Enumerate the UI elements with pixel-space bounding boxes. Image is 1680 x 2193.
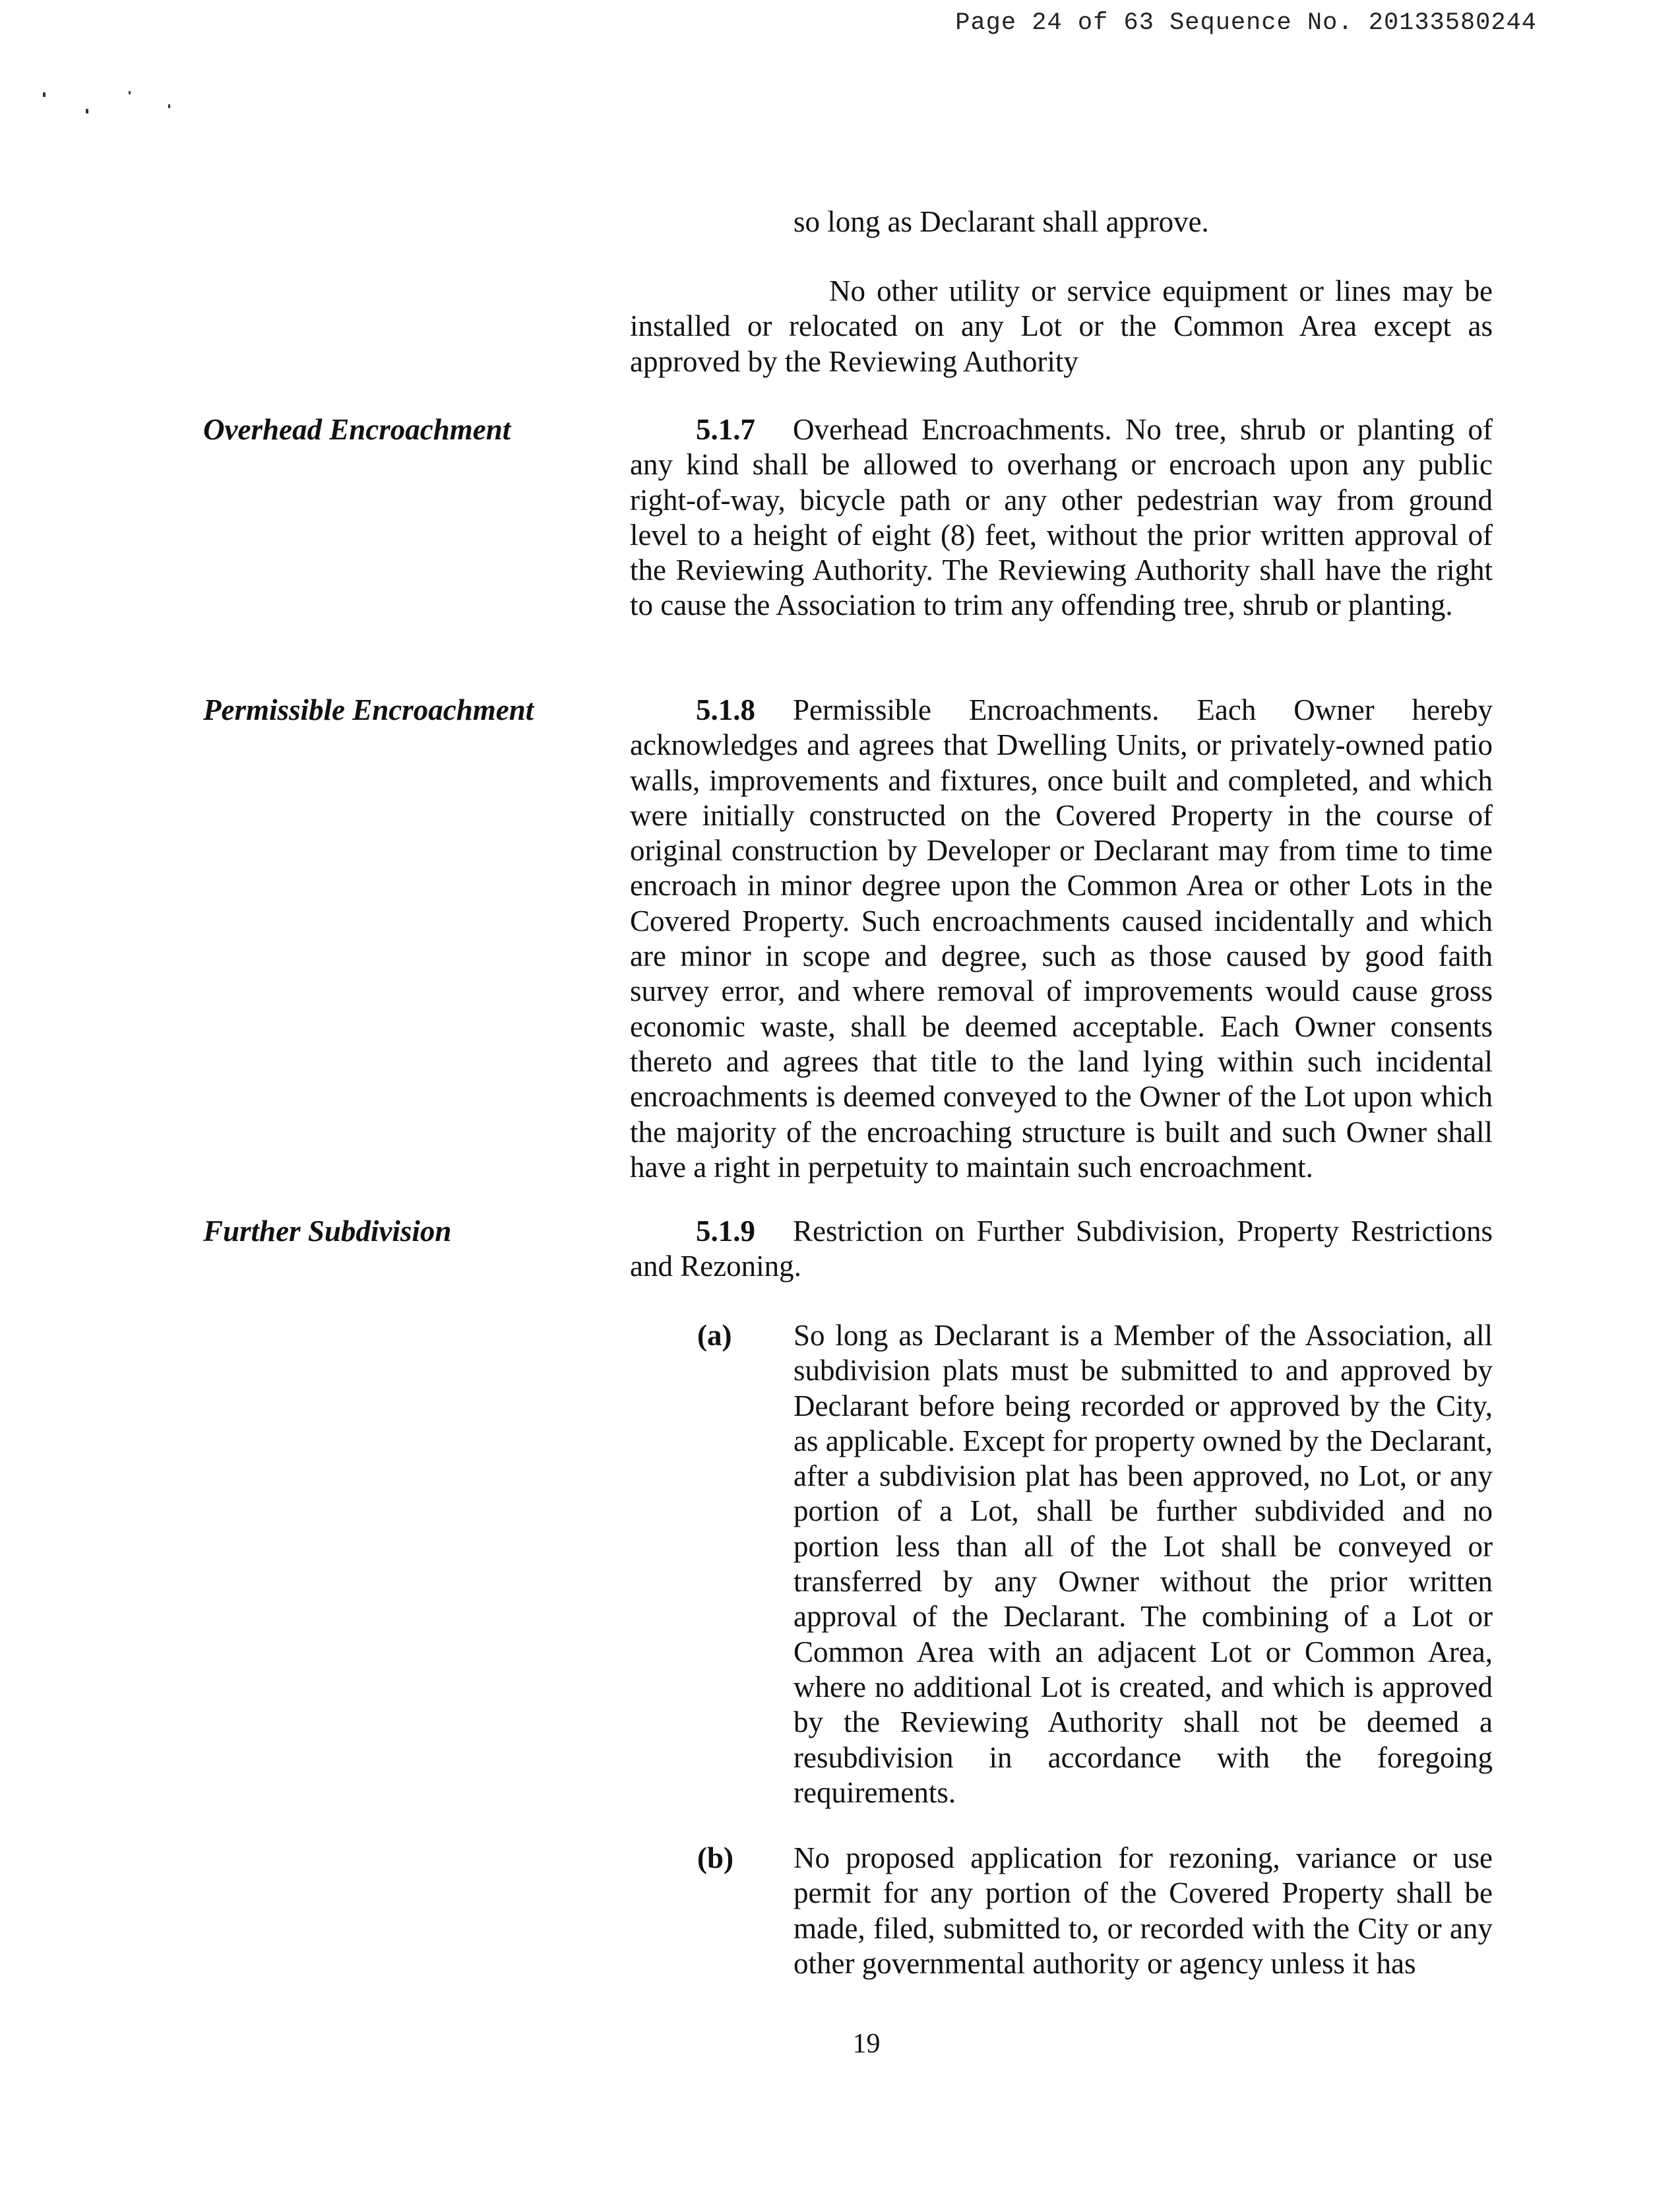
continuation-line: so long as Declarant shall approve. — [793, 205, 1209, 238]
section-5-1-8 — [630, 693, 1493, 1185]
section-number: 5.1.8 — [696, 693, 755, 726]
section-5-1-9 — [630, 1214, 1493, 1285]
utility-paragraph: No other utility or service equipment or lines may be installed or relocated on any Lot or the Common Area except as approved by the Reviewing Authority — [630, 274, 1493, 378]
section-text: Overhead Encroachments. No tree, shrub or planting of any kind shall be allowed to overhang or encroach upon any public right-of-way, bicycle path or any other pedestrian way from ground level to a height of eight (8) feet, without the prior written approval of the Reviewing Authority. The Reviewing Authority shall have the right to cause the Association to trim any offending tree, shrub or planting. — [630, 413, 1493, 622]
margin-heading-permissible: Permissible Encroachment — [203, 693, 534, 726]
subsection-a: So long as Declarant is a Member of the Association, all subdivision plats must be submitted to and approved by Declarant before being recorded or approved by the City, as applicable. Except for property owned by the Declarant, after a subdivision plat has been approved, no Lot, or any portion of a Lot, shall be further subdivided and no portion less than all of the Lot shall be conveyed or transferred by any Owner without the prior written approval of the Declarant. The combining of a Lot or Common Area with an adjacent Lot or Common Area, where no additional Lot is created, and which is approved by the Reviewing Authority shall not be deemed a resubdivision in accordance with the foregoing requirements. — [793, 1319, 1493, 1809]
margin-heading-overhead: Overhead Encroachment — [203, 413, 511, 446]
section-text: Restriction on Further Subdivision, Property Restrictions and Rezoning. — [630, 1215, 1493, 1283]
subsection-label-b: (b) — [697, 1841, 733, 1874]
page-number: 19 — [852, 2029, 881, 2059]
subsection-label-a: (a) — [697, 1319, 732, 1352]
scan-speck — [86, 109, 88, 113]
section-number: 5.1.9 — [696, 1215, 755, 1248]
scan-speck — [43, 92, 46, 97]
section-number: 5.1.7 — [696, 413, 755, 446]
margin-heading-further-subdivision: Further Subdivision — [203, 1215, 452, 1248]
subsection-b: No proposed application for rezoning, variance or use permit for any portion of the Covered Property shall be made, filed, submitted to, or recorded with the City or any other governmental authority or agency unless it has — [793, 1841, 1493, 1980]
section-text: Permissible Encroachments. Each Owner hereby acknowledges and agrees that Dwelling Units, or privately-owned patio walls, improvements and fixtures, once built and completed, and which were initially constructed on the Covered Property in the course of original construction by Developer or Declarant may from time to time encroach in minor degree upon the Common Area or other Lots in the Covered Property. Such encroachments caused incidentally and which are minor in scope and degree, such as those caused by good faith survey error, and where removal of improvements would cause gross economic waste, shall be deemed acceptable. Each Owner consents thereto and agrees that title to the land lying within such incidental encroachments is deemed conveyed to the Owner of the Lot upon which the majority of the encroaching structure is built and such Owner shall have a right in perpetuity to maintain such encroachment. — [630, 693, 1493, 1184]
header-stamp: Page 24 of 63 Sequence No. 20133580244 — [955, 9, 1537, 37]
scan-speck — [168, 104, 170, 108]
section-5-1-7 — [630, 412, 1493, 623]
scan-speck — [129, 91, 131, 94]
